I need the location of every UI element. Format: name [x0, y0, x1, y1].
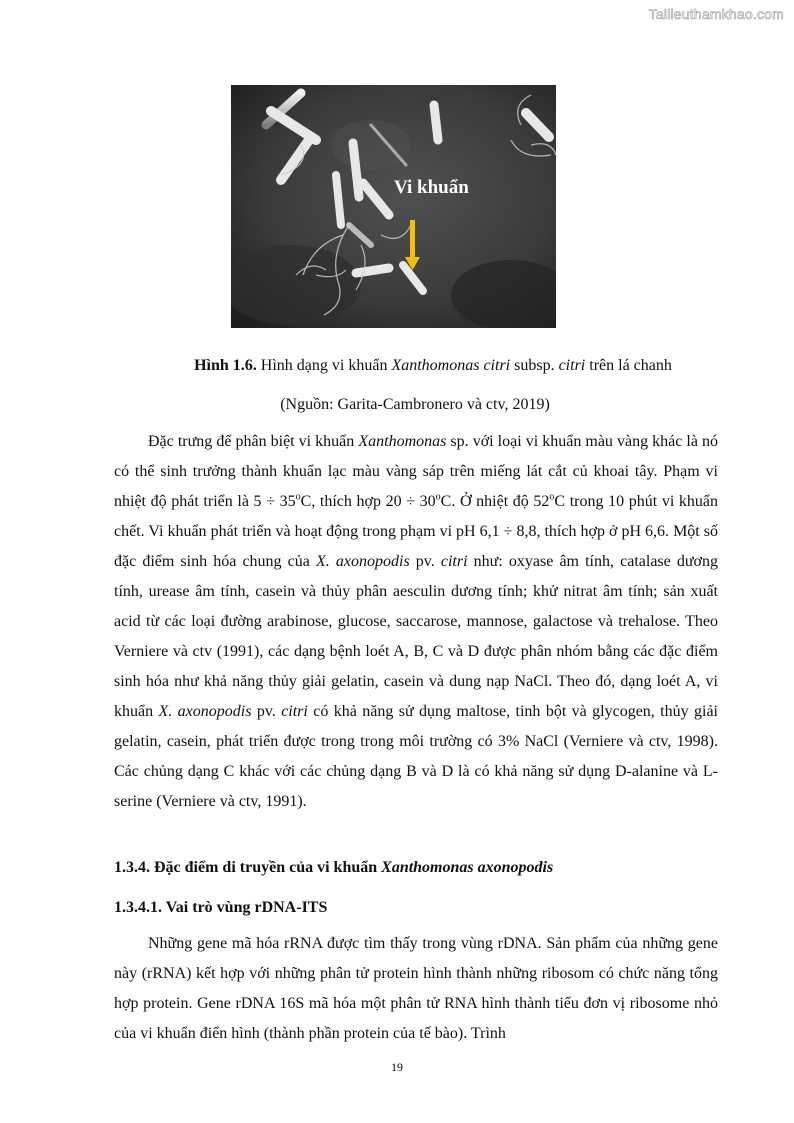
text-run: pv. — [251, 703, 282, 720]
watermark: Tailieuthamkhao.com — [648, 6, 784, 22]
body-paragraph: Những gene mã hóa rRNA được tìm thấy trong vùng rDNA. Sản phẩm của những gene này (rRNA) kết hợp với những phân tử protein hình thành những ribosom có chức năng tổng hợp protein. Gene rDNA 16S mã hóa một phân tử RNA hình thành tiểu đơn vị ribosome nhỏ của vi khuẩn điển hình (thành phần protein của tế bào). Trình — [114, 935, 718, 1042]
heading-text: 1.3.4. Đặc điểm di truyền của vi khuẩn — [114, 859, 382, 876]
text-run: sp. với loại vi khuẩn màu vàng khác là nó có thể sinh trưởng thành khuẩn lạc màu vàng sáp trên miếng lát cắt củ khoai tây. Phạm vi nhiệt độ phát triển là 5 ÷ 35 — [114, 433, 718, 510]
body-paragraph — [114, 427, 718, 817]
heading-species: Xanthomonas axonopodis — [381, 859, 554, 876]
text-run: C trong 10 phút vi khuẩn chết. Vi khuẩn phát triển và hoạt động trong phạm vi pH 6,1 ÷ 8,8, thích hợp ở pH 6,6. Một số đặc điểm sinh hóa chung của — [114, 493, 719, 570]
caption-text: Hình dạng vi khuẩn — [256, 357, 392, 374]
section-heading — [114, 857, 718, 879]
species-name: citri — [281, 703, 308, 720]
species-name: citri — [440, 553, 468, 570]
text-run: pv. — [409, 553, 441, 570]
text-run: C, thích hợp 20 ÷ 30 — [300, 493, 436, 510]
caption-text: trên lá chanh — [585, 357, 672, 374]
page-number: 19 — [391, 1060, 403, 1074]
caption-species: Xanthomonas citri — [391, 357, 511, 374]
text-run: có khả năng sử dụng maltose, tinh bột và glycogen, thủy giải gelatin, casein, phát triển được trong trong môi trường có 3% NaCl (Verniere và ctv, 1998). Các chủng dạng C khác với các chủng dạng B và D là có khả năng sử dụng D-alanine và L-serine (Verniere và ctv, 1991). — [114, 703, 719, 810]
degree-mark: o — [549, 491, 555, 503]
species-name: Xanthomonas — [358, 433, 447, 450]
micrograph-image — [231, 85, 556, 328]
text-run: Đặc trưng để phân biệt vi khuẩn — [148, 433, 359, 450]
figure-label: Vi khuẩn — [394, 177, 469, 198]
degree-mark: o — [295, 491, 301, 503]
text-run: như: oxyase âm tính, catalase dương tính, urease âm tính, casein và thủy phân aesculin dương tính; khử nitrat âm tính; sản xuất acid từ các loại đường arabinose, glucose, saccarose, mannose, galactose và trehalose. Theo Verniere và ctv (1991), các dạng bệnh loét A, B, C và D được phân nhóm bằng các đặc điểm sinh hóa như khả năng thủy giải gelatin, casein và dung nạp NaCl. Theo đó, dạng loét A, vi khuẩn — [114, 553, 719, 720]
species-name: X. axonopodis — [316, 553, 410, 570]
caption-text: subsp. — [510, 357, 559, 374]
figure-source: (Nguồn: Garita-Cambronero và ctv, 2019) — [280, 396, 550, 413]
text-run: C. Ở nhiệt độ 52 — [440, 493, 550, 510]
caption-pathovar: citri — [558, 357, 586, 374]
degree-mark: o — [435, 491, 441, 503]
species-name: X. axonopodis — [158, 703, 252, 720]
figure-caption — [0, 355, 794, 377]
subsection-heading: 1.3.4.1. Vai trò vùng rDNA-ITS — [114, 899, 328, 916]
caption-prefix: Hình 1.6. — [194, 357, 257, 374]
